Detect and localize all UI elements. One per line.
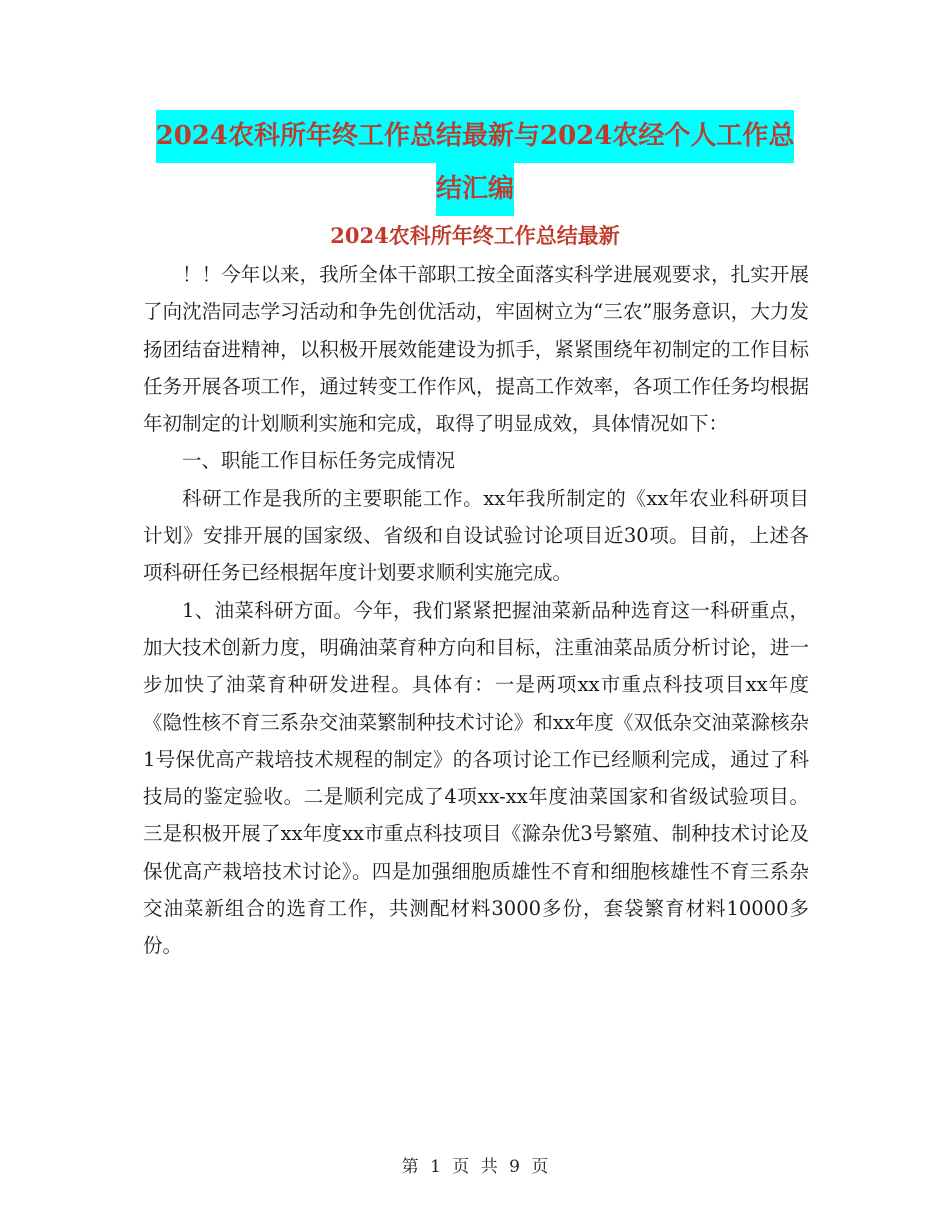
paragraph-rapeseed: 1、油菜科研方面。今年，我们紧紧把握油菜新品种选育这一科研重点，加大技术创新力度，明确油菜育种方向和目标，注重油菜品质分析讨论，进一步加快了油菜育种研发进程。具体有：一是两项xx市重点科技项目xx年度《隐性核不育三系杂交油菜繁制种技术讨论》和xx年度《双低杂交油菜滁核杂1号保优高产栽培技术规程的制定》的各项讨论工作已经顺利完成，通过了科技局的鉴定验收。二是顺利完成了4项xx-xx年度油菜国家和省级试验项目。三是积极开展了xx年度xx市重点科技项目《滁杂优3号繁殖、制种技术讨论及保优高产栽培技术讨论》。四是加强细胞质雄性不育和细胞核雄性不育三系杂交油菜新组合的选育工作，共测配材料3000多份，套袋繁育材料10000多份。 <box>143 598 809 958</box>
page-total: 9 <box>509 1157 520 1177</box>
paragraph-intro: ！！今年以来，我所全体干部职工按全面落实科学进展观要求，扎实开展了向沈浩同志学习活动和争先创优活动，牢固树立为“三农”服务意识，大力发扬团结奋进精神，以积极开展效能建设为抓手，紧紧围绕年初制定的工作目标任务开展各项工作，通过转变工作作风，提高工作效率，各项工作任务均根据年初制定的计划顺利实施和完成，取得了明显成效，具体情况如下： <box>143 263 809 436</box>
main-title-line2: 结汇编 <box>436 163 514 216</box>
section-title: 2024农科所年终工作总结最新 <box>330 223 620 248</box>
page-total-prefix: 共 <box>480 1157 498 1177</box>
main-title-line1: 2024农科所年终工作总结最新与2024农经个人工作总 <box>156 110 795 163</box>
page-label-prefix: 第 <box>401 1157 419 1177</box>
document-body <box>143 256 809 965</box>
page-number: 1 <box>430 1157 441 1177</box>
main-title <box>0 110 950 216</box>
paragraph-research: 科研工作是我所的主要职能工作。xx年我所制定的《xx年农业科研项目计划》安排开展的国家级、省级和自设试验讨论项目近30项。目前，上述各项科研任务已经根据年度计划要求顺利实施完成。 <box>143 486 809 585</box>
page-label-mid: 页 <box>452 1157 470 1177</box>
page-footer <box>0 1152 950 1177</box>
page-label-suffix: 页 <box>531 1157 549 1177</box>
paragraph-heading-1: 一、职能工作目标任务完成情况 <box>182 449 456 473</box>
